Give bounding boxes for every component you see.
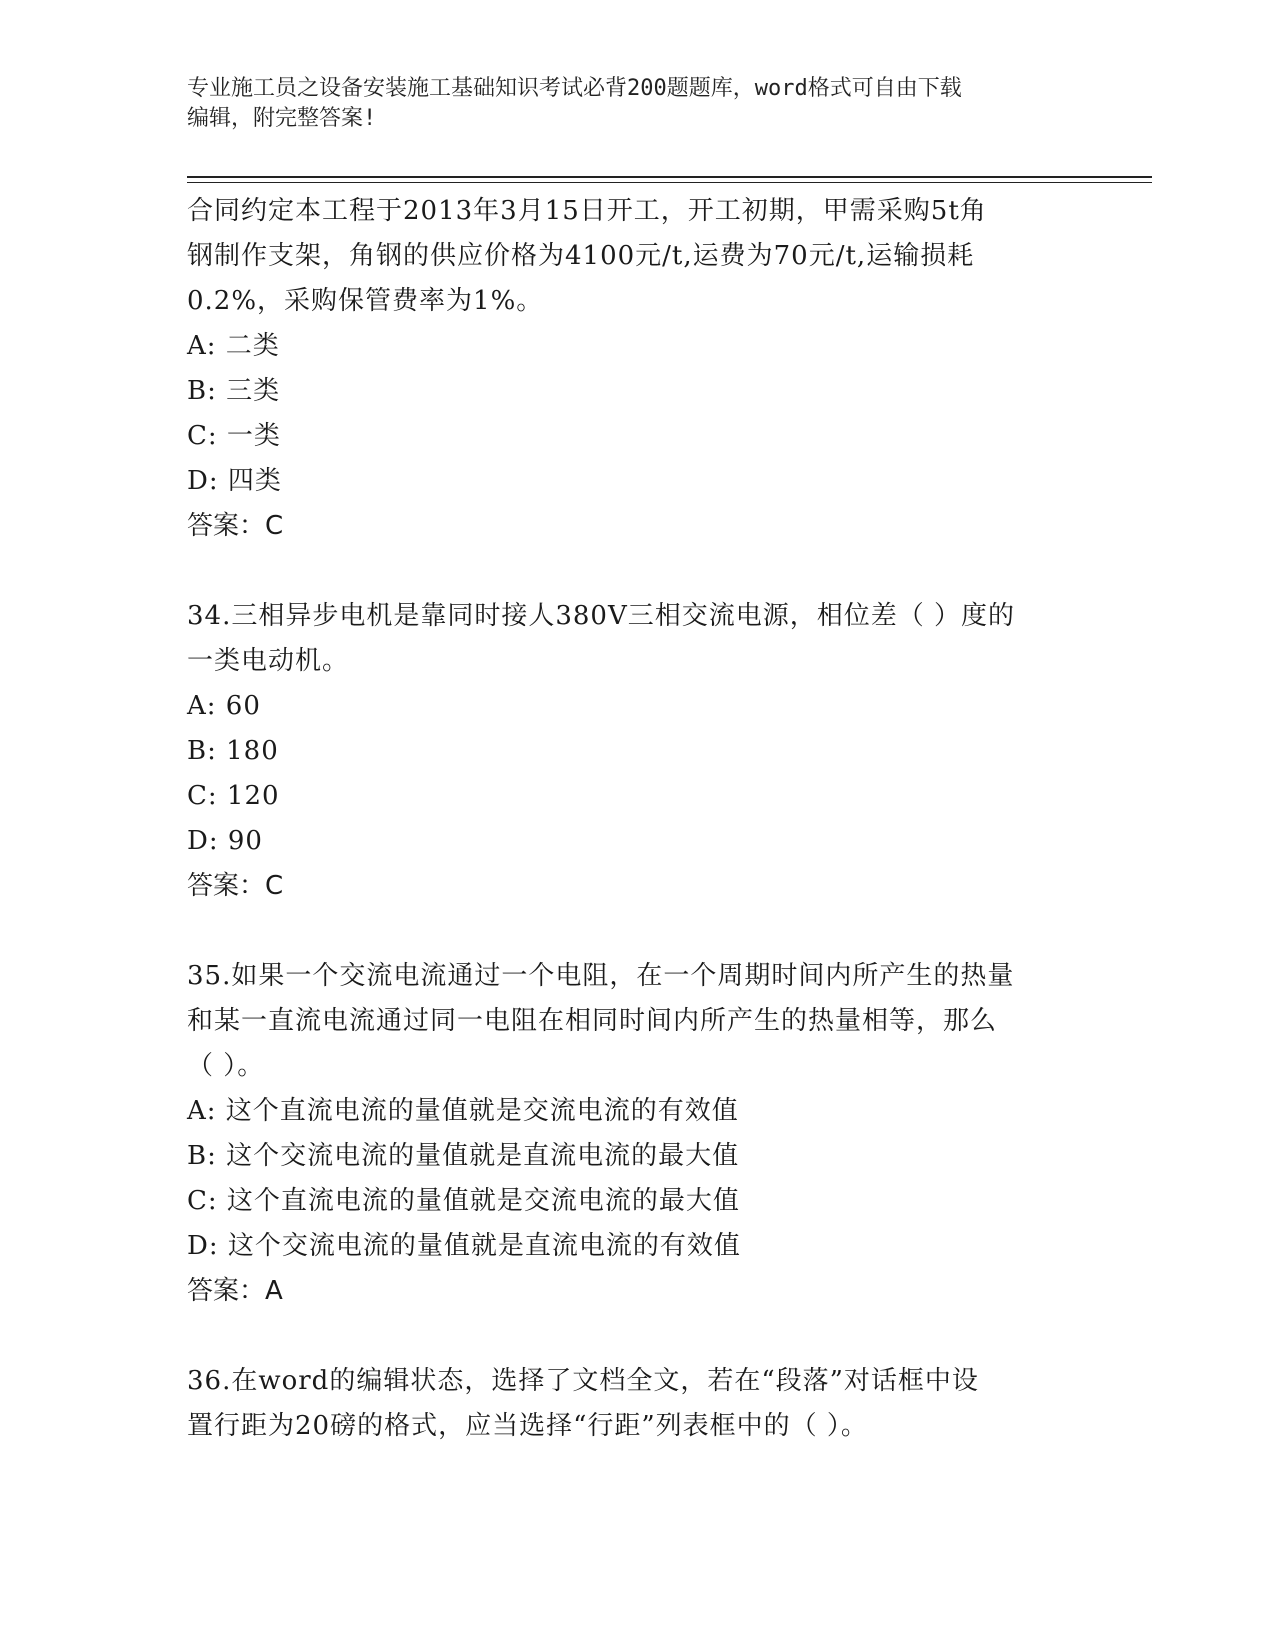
- question-text-line: （ ）。: [187, 1051, 265, 1081]
- option-c: C: 这个直流电流的量值就是交流电流的最大值: [187, 1186, 740, 1216]
- spacer: [187, 549, 1087, 594]
- question-text-line: 35.如果一个交流电流通过一个电阻，在一个周期时间内所产生的热量: [187, 961, 1015, 991]
- header-divider-thick: [187, 176, 1152, 178]
- option-d: D: 90: [187, 826, 263, 856]
- spacer: [187, 909, 1087, 954]
- question-33: [187, 189, 1087, 549]
- answer: 答案：C: [187, 871, 284, 901]
- question-text-line: 36.在word的编辑状态，选择了文档全文，若在“段落”对话框中设: [187, 1366, 979, 1396]
- question-text-line: 钢制作支架，角钢的供应价格为4100元/t,运费为70元/t,运输损耗: [187, 241, 975, 271]
- option-a: A: 这个直流电流的量值就是交流电流的有效值: [187, 1096, 739, 1126]
- question-text-line: 一类电动机。: [187, 646, 350, 676]
- option-c: C: 120: [187, 781, 280, 811]
- option-b: B: 180: [187, 736, 279, 766]
- document-header: [187, 74, 1067, 134]
- header-line-2: 编辑，附完整答案!: [187, 106, 377, 131]
- option-b: B: 这个交流电流的量值就是直流电流的最大值: [187, 1141, 740, 1171]
- question-36: [187, 1359, 1087, 1449]
- spacer: [187, 1314, 1087, 1359]
- question-text-line: 置行距为20磅的格式，应当选择“行距”列表框中的（ ）。: [187, 1411, 868, 1441]
- header-line-1: 专业施工员之设备安装施工基础知识考试必背200题题库，word格式可自由下载: [187, 76, 962, 101]
- question-text-line: 0.2%，采购保管费率为1%。: [187, 286, 544, 316]
- header-divider-thin: [187, 182, 1152, 183]
- question-list: [187, 189, 1087, 1449]
- option-a: A: 60: [187, 691, 261, 721]
- option-d: D: 四类: [187, 466, 282, 496]
- option-b: B: 三类: [187, 376, 281, 406]
- option-a: A: 二类: [187, 331, 280, 361]
- question-text-line: 34.三相异步电机是靠同时接人380V三相交流电源，相位差（ ）度的: [187, 601, 1016, 631]
- question-35: [187, 954, 1087, 1314]
- option-d: D: 这个交流电流的量值就是直流电流的有效值: [187, 1231, 741, 1261]
- question-text-line: 合同约定本工程于2013年3月15日开工，开工初期，甲需采购5t角: [187, 196, 987, 226]
- option-c: C: 一类: [187, 421, 281, 451]
- answer: 答案：A: [187, 1276, 283, 1306]
- answer: 答案：C: [187, 511, 284, 541]
- question-text-line: 和某一直流电流通过同一电阻在相同时间内所产生的热量相等，那么: [187, 1006, 998, 1036]
- question-34: [187, 594, 1087, 909]
